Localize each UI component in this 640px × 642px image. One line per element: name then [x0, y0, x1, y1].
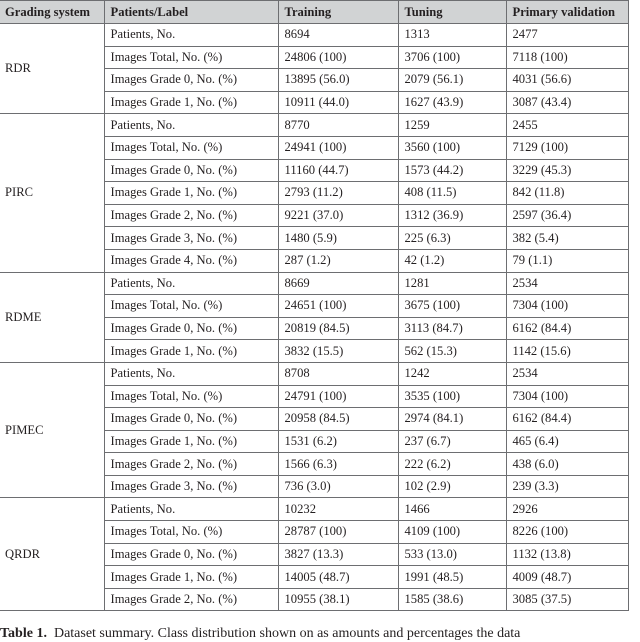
- training-value: 24791 (100): [278, 385, 398, 408]
- training-value: 10911 (44.0): [278, 91, 398, 114]
- table-row: [0, 498, 628, 521]
- primary-validation-value: 1142 (15.6): [506, 340, 628, 363]
- table-caption: [0, 626, 520, 642]
- primary-validation-value: 7304 (100): [506, 295, 628, 318]
- tuning-value: 237 (6.7): [398, 430, 506, 453]
- row-label: Images Grade 2, No. (%): [104, 588, 278, 611]
- table-row: [0, 114, 628, 137]
- caption-text: Dataset summary. Class distribution shown on as amounts and percentages the data: [53, 626, 521, 641]
- tuning-value: 3675 (100): [398, 295, 506, 318]
- tuning-value: 1466: [398, 498, 506, 521]
- primary-validation-value: 465 (6.4): [506, 430, 628, 453]
- training-value: 1531 (6.2): [278, 430, 398, 453]
- row-label: Images Grade 1, No. (%): [104, 340, 278, 363]
- primary-validation-value: 239 (3.3): [506, 475, 628, 498]
- training-value: 28787 (100): [278, 521, 398, 544]
- row-label: Images Grade 0, No. (%): [104, 317, 278, 340]
- row-label: Images Grade 2, No. (%): [104, 453, 278, 476]
- row-label: Patients, No.: [104, 24, 278, 47]
- row-label: Images Grade 2, No. (%): [104, 204, 278, 227]
- training-value: 14005 (48.7): [278, 566, 398, 589]
- training-value: 8770: [278, 114, 398, 137]
- row-label: Images Grade 3, No. (%): [104, 475, 278, 498]
- header-grading-system: Grading system: [0, 1, 104, 24]
- table-row: [0, 362, 628, 385]
- primary-validation-value: 79 (1.1): [506, 249, 628, 272]
- primary-validation-value: 1132 (13.8): [506, 543, 628, 566]
- grading-system-cell: RDME: [0, 272, 104, 362]
- tuning-value: 42 (1.2): [398, 249, 506, 272]
- primary-validation-value: 3229 (45.3): [506, 159, 628, 182]
- primary-validation-value: 842 (11.8): [506, 182, 628, 205]
- primary-validation-value: 6162 (84.4): [506, 317, 628, 340]
- training-value: 20819 (84.5): [278, 317, 398, 340]
- tuning-value: 2974 (84.1): [398, 408, 506, 431]
- tuning-value: 1585 (38.6): [398, 588, 506, 611]
- primary-validation-value: 3085 (37.5): [506, 588, 628, 611]
- row-label: Images Grade 3, No. (%): [104, 227, 278, 250]
- tuning-value: 3560 (100): [398, 136, 506, 159]
- training-value: 24941 (100): [278, 136, 398, 159]
- training-value: 287 (1.2): [278, 249, 398, 272]
- grading-system-cell: QRDR: [0, 498, 104, 611]
- training-value: 8708: [278, 362, 398, 385]
- training-value: 1480 (5.9): [278, 227, 398, 250]
- row-label: Patients, No.: [104, 498, 278, 521]
- training-value: 24651 (100): [278, 295, 398, 318]
- header-primary-validation: Primary validation: [506, 1, 628, 24]
- training-value: 24806 (100): [278, 46, 398, 69]
- tuning-value: 1259: [398, 114, 506, 137]
- primary-validation-value: 2534: [506, 362, 628, 385]
- row-label: Images Total, No. (%): [104, 521, 278, 544]
- tuning-value: 1991 (48.5): [398, 566, 506, 589]
- row-label: Images Grade 0, No. (%): [104, 159, 278, 182]
- row-label: Patients, No.: [104, 362, 278, 385]
- training-value: 8694: [278, 24, 398, 47]
- row-label: Images Total, No. (%): [104, 385, 278, 408]
- primary-validation-value: 2455: [506, 114, 628, 137]
- row-label: Images Grade 0, No. (%): [104, 69, 278, 92]
- tuning-value: 408 (11.5): [398, 182, 506, 205]
- training-value: 13895 (56.0): [278, 69, 398, 92]
- primary-validation-value: 8226 (100): [506, 521, 628, 544]
- tuning-value: 3113 (84.7): [398, 317, 506, 340]
- grading-system-cell: PIMEC: [0, 362, 104, 498]
- training-value: 10232: [278, 498, 398, 521]
- tuning-value: 102 (2.9): [398, 475, 506, 498]
- tuning-value: 3535 (100): [398, 385, 506, 408]
- tuning-value: 562 (15.3): [398, 340, 506, 363]
- tuning-value: 1281: [398, 272, 506, 295]
- training-value: 10955 (38.1): [278, 588, 398, 611]
- caption-label: Table 1.: [0, 626, 47, 641]
- row-label: Images Grade 0, No. (%): [104, 408, 278, 431]
- row-label: Images Grade 1, No. (%): [104, 182, 278, 205]
- primary-validation-value: 7304 (100): [506, 385, 628, 408]
- training-value: 20958 (84.5): [278, 408, 398, 431]
- training-value: 11160 (44.7): [278, 159, 398, 182]
- primary-validation-value: 2534: [506, 272, 628, 295]
- tuning-value: 222 (6.2): [398, 453, 506, 476]
- primary-validation-value: 7118 (100): [506, 46, 628, 69]
- header-training: Training: [278, 1, 398, 24]
- primary-validation-value: 382 (5.4): [506, 227, 628, 250]
- training-value: 2793 (11.2): [278, 182, 398, 205]
- primary-validation-value: 6162 (84.4): [506, 408, 628, 431]
- training-value: 9221 (37.0): [278, 204, 398, 227]
- training-value: 3827 (13.3): [278, 543, 398, 566]
- tuning-value: 1627 (43.9): [398, 91, 506, 114]
- row-label: Patients, No.: [104, 114, 278, 137]
- primary-validation-value: 7129 (100): [506, 136, 628, 159]
- row-label: Images Grade 4, No. (%): [104, 249, 278, 272]
- training-value: 3832 (15.5): [278, 340, 398, 363]
- row-label: Images Grade 0, No. (%): [104, 543, 278, 566]
- tuning-value: 4109 (100): [398, 521, 506, 544]
- tuning-value: 1573 (44.2): [398, 159, 506, 182]
- grading-system-cell: RDR: [0, 24, 104, 114]
- header-tuning: Tuning: [398, 1, 506, 24]
- primary-validation-value: 2597 (36.4): [506, 204, 628, 227]
- table-row: [0, 272, 628, 295]
- row-label: Images Total, No. (%): [104, 136, 278, 159]
- table-row: [0, 24, 628, 47]
- row-label: Images Total, No. (%): [104, 46, 278, 69]
- training-value: 1566 (6.3): [278, 453, 398, 476]
- grading-system-cell: PIRC: [0, 114, 104, 272]
- tuning-value: 225 (6.3): [398, 227, 506, 250]
- primary-validation-value: 2477: [506, 24, 628, 47]
- primary-validation-value: 2926: [506, 498, 628, 521]
- training-value: 736 (3.0): [278, 475, 398, 498]
- tuning-value: 1312 (36.9): [398, 204, 506, 227]
- tuning-value: 2079 (56.1): [398, 69, 506, 92]
- row-label: Images Grade 1, No. (%): [104, 430, 278, 453]
- row-label: Images Grade 1, No. (%): [104, 566, 278, 589]
- header-patients-label: Patients/Label: [104, 1, 278, 24]
- row-label: Patients, No.: [104, 272, 278, 295]
- row-label: Images Grade 1, No. (%): [104, 91, 278, 114]
- primary-validation-value: 4031 (56.6): [506, 69, 628, 92]
- primary-validation-value: 438 (6.0): [506, 453, 628, 476]
- tuning-value: 533 (13.0): [398, 543, 506, 566]
- training-value: 8669: [278, 272, 398, 295]
- table-body: [0, 24, 628, 611]
- primary-validation-value: 4009 (48.7): [506, 566, 628, 589]
- primary-validation-value: 3087 (43.4): [506, 91, 628, 114]
- row-label: Images Total, No. (%): [104, 295, 278, 318]
- tuning-value: 3706 (100): [398, 46, 506, 69]
- tuning-value: 1242: [398, 362, 506, 385]
- tuning-value: 1313: [398, 24, 506, 47]
- header-row: [0, 1, 628, 24]
